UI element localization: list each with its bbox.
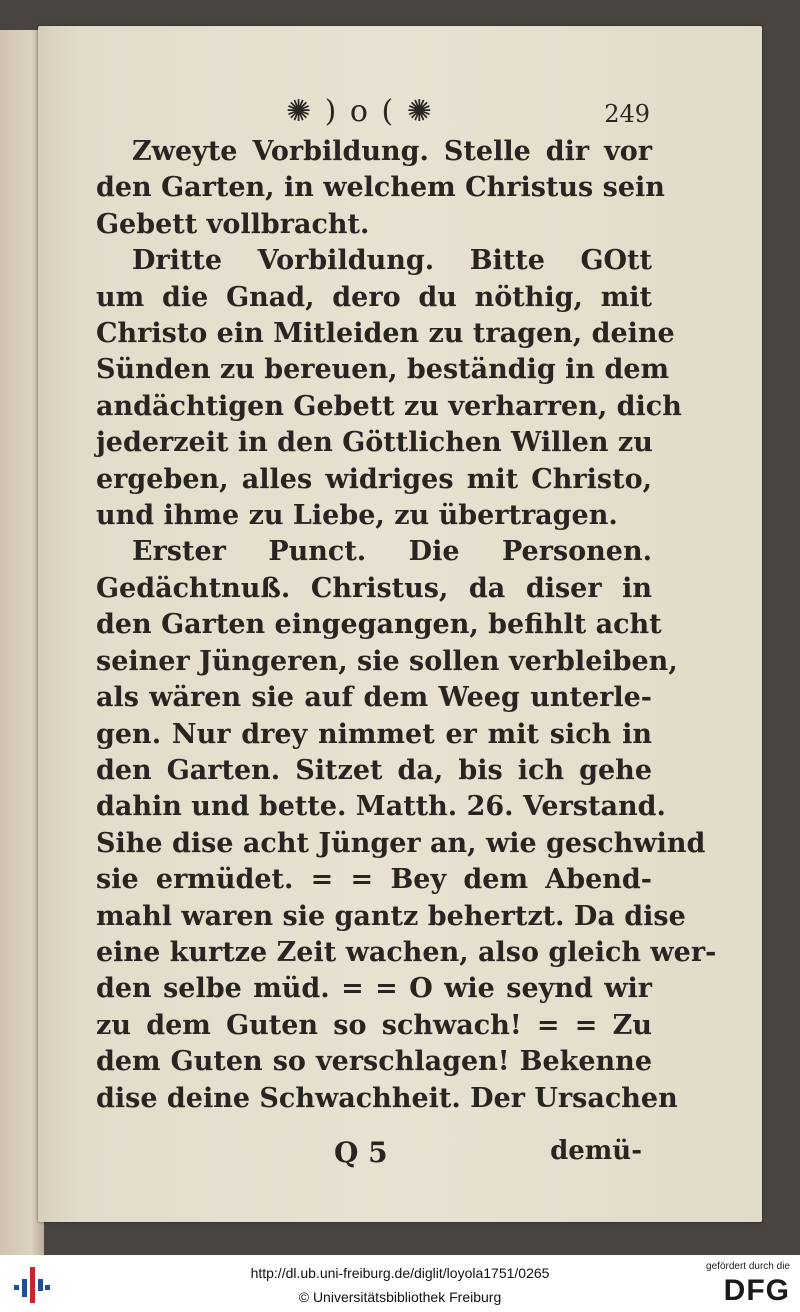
text-line: Dritte Vorbildung. Bitte GOtt [132,245,652,277]
page-footer [38,1136,762,1176]
text-line: als wären sie auf dem Weeg unterle- [96,682,652,714]
text-line: gen. Nur drey nimmet er mit sich in [96,718,652,750]
permalink-url[interactable]: http://dl.ub.uni-freiburg.de/diglit/loyola1751/0265 [250,1265,550,1281]
body-text [96,134,717,1117]
page-header [38,94,762,134]
text-line: Gedächtnuß. Christus, da diser in [96,572,652,604]
text-line: Gebett vollbracht. [96,208,370,240]
catchword: demü- [550,1136,642,1166]
text-line: den Garten, in welchem Christus sein [96,172,665,204]
text-line: Sünden zu bereuen, beständig in dem [96,354,670,386]
text-line: eine kurtze Zeit wachen, also gleich wer- [96,936,717,968]
header-ornament: ✺ ) o ( ✺ [286,94,434,129]
text-line: ergeben, alles widriges mit Christo, [96,463,652,495]
text-line: Sihe dise acht Jünger an, wie geschwind [96,827,706,859]
text-line: Erster Punct. Die Personen. [132,536,652,568]
signature-mark: Q 5 [334,1136,388,1169]
dfg-funding-note: gefördert durch die [706,1261,790,1272]
text-line: Christo ein Mitleiden zu tragen, deine [96,318,675,350]
text-line: seiner Jüngeren, sie sollen verbleiben, [96,645,678,677]
text-line: den selbe müd. = = O wie seynd wir [96,973,652,1005]
text-line: zu dem Guten so schwach! = = Zu [96,1009,652,1041]
text-line: jederzeit in den Göttlichen Willen zu [96,427,653,459]
text-line: sie ermüdet. = = Bey dem Abend- [96,864,652,896]
page-number: 249 [604,100,650,128]
text-line: dahin und bette. Matth. 26. Verstand. [96,791,666,823]
text-line: andächtigen Gebett zu verharren, dich [96,390,682,422]
text-line: den Garten eingegangen, befihlt acht [96,609,662,641]
viewer-footer-bar [0,1255,800,1312]
text-line: um die Gnad, dero du nöthig, mit [96,281,652,313]
text-line: und ihme zu Liebe, zu übertragen. [96,500,618,532]
text-line: dem Guten so verschlagen! Bekenne [96,1046,652,1078]
copyright-text: © Universitätsbibliothek Freiburg [298,1289,502,1305]
text-line: Zweyte Vorbildung. Stelle dir vor [132,136,652,167]
text-line: mahl waren sie gantz behertzt. Da dise [96,900,686,932]
dfg-logo: DFG [723,1274,790,1307]
book-page [38,26,762,1222]
text-line: dise deine Schwachheit. Der Ursachen [96,1082,678,1114]
text-line: den Garten. Sitzet da, bis ich gehe [96,754,652,786]
